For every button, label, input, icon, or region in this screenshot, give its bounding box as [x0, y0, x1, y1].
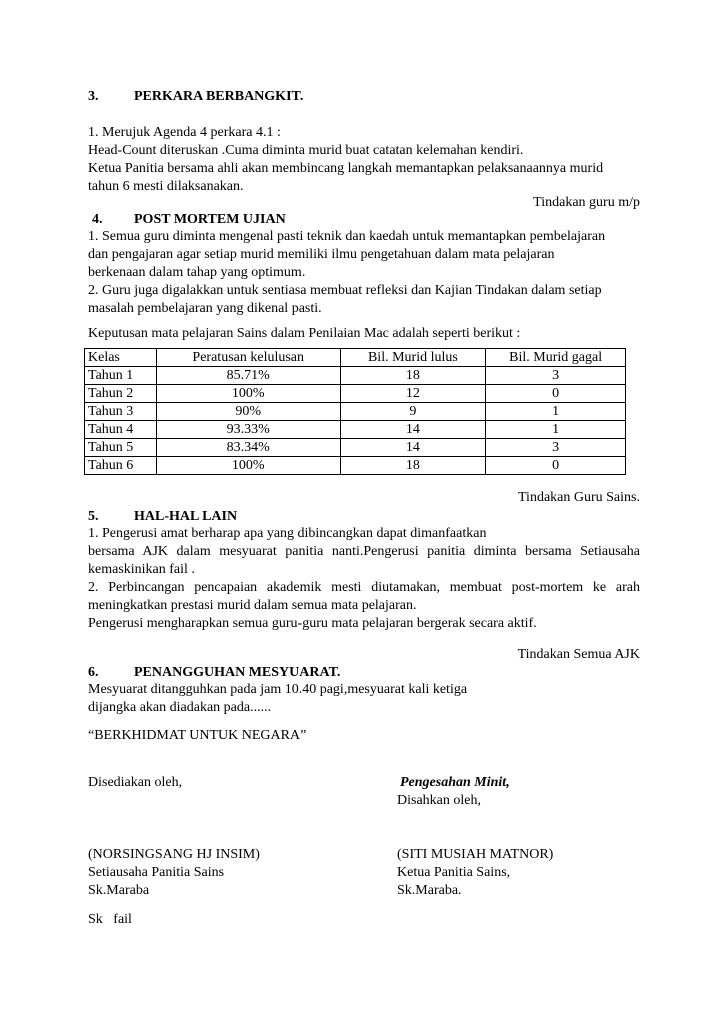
table-row	[85, 457, 626, 475]
table-cell: Tahun 4	[85, 421, 157, 439]
section-number: 6.	[88, 665, 99, 680]
sec3-line-1: 1. Merujuk Agenda 4 perkara 4.1 :	[88, 125, 281, 140]
table-intro: Keputusan mata pelajaran Sains dalam Penilaian Mac adalah seperti berikut :	[88, 326, 521, 341]
table-cell: 100%	[156, 385, 340, 403]
table-cell: 3	[486, 439, 626, 457]
sec4-line-4: 2. Guru juga digalakkan untuk sentiasa membuat refleksi dan Kajian Tindakan dalam setiap	[88, 283, 602, 298]
secretary-name: (NORSINGSANG HJ INSIM)	[88, 847, 260, 862]
sec6-line-2: dijangka akan diadakan pada......	[88, 700, 272, 715]
section-number: 3.	[88, 89, 99, 104]
sec4-line-5: masalah pembelajaran yang dikenal pasti.	[88, 301, 322, 316]
sec4-line-2: dan pengajaran agar setiap murid memiliki ilmu pengetahuan dalam mata pelajaran	[88, 247, 555, 262]
table-cell: Tahun 6	[85, 457, 157, 475]
sec5-line-4: 2. Perbincangan pencapaian akademik mesti diutamakan, membuat post-mortem ke arah	[88, 580, 640, 595]
minutes-approval-label: Pengesahan Minit,	[400, 775, 510, 790]
table-cell: 1	[486, 421, 626, 439]
header-cell: Kelas	[85, 349, 157, 367]
section-title: HAL-HAL LAIN	[134, 509, 238, 524]
table-cell: 93.33%	[156, 421, 340, 439]
sec5-line-1: 1. Pengerusi amat berharap apa yang dibincangkan dapat dimanfaatkan	[88, 526, 487, 541]
section-3-heading	[88, 88, 303, 106]
section-title: POST MORTEM UJIAN	[134, 212, 286, 227]
prepared-by-label: Disediakan oleh,	[88, 775, 183, 790]
table-header-row	[85, 349, 626, 367]
table-row	[85, 367, 626, 385]
approved-by-label: Disahkan oleh,	[397, 793, 481, 808]
footer-note: Sk fail	[88, 912, 132, 927]
header-cell: Peratusan kelulusan	[156, 349, 340, 367]
table-cell: 90%	[156, 403, 340, 421]
table-cell: Tahun 3	[85, 403, 157, 421]
sec5-line-5: meningkatkan prestasi murid dalam semua mata pelajaran.	[88, 598, 417, 613]
table-cell: 0	[486, 385, 626, 403]
table-row	[85, 439, 626, 457]
sec5-line-2: bersama AJK dalam mesyuarat panitia nanti.Pengerusi panitia diminta bersama Setiausaha	[88, 544, 640, 559]
head-title: Ketua Panitia Sains,	[397, 865, 511, 880]
sec6-line-1: Mesyuarat ditangguhkan pada jam 10.40 pagi,mesyuarat kali ketiga	[88, 682, 468, 697]
sec3-line-3: Ketua Panitia bersama ahli akan membincang langkah memantapkan pelaksanaannya murid	[88, 161, 604, 176]
table-cell: 18	[340, 457, 486, 475]
section-number: 5.	[88, 509, 99, 524]
sec4-line-3: berkenaan dalam tahap yang optimum.	[88, 265, 306, 280]
sec5-line-6: Pengerusi mengharapkan semua guru-guru mata pelajaran bergerak secara aktif.	[88, 616, 537, 631]
sec3-line-2: Head-Count diteruskan .Cuma diminta murid buat catatan kelemahan kendiri.	[88, 143, 524, 158]
section-4-heading	[92, 211, 286, 229]
section-number: 4.	[92, 212, 103, 227]
head-name: (SITI MUSIAH MATNOR)	[397, 847, 554, 862]
section-5-heading	[88, 508, 237, 526]
section-title: PERKARA BERBANGKIT.	[134, 89, 304, 104]
motto: “BERKHIDMAT UNTUK NEGARA”	[88, 728, 307, 743]
table-cell: 1	[486, 403, 626, 421]
secretary-title: Setiausaha Panitia Sains	[88, 865, 225, 880]
table-cell: 100%	[156, 457, 340, 475]
secretary-school: Sk.Maraba	[88, 883, 150, 898]
table-cell: 12	[340, 385, 486, 403]
section-title: PENANGGUHAN MESYUARAT.	[134, 665, 341, 680]
sec4-line-1: 1. Semua guru diminta mengenal pasti teknik dan kaedah untuk memantapkan pembelajaran	[88, 229, 606, 244]
table-cell: Tahun 5	[85, 439, 157, 457]
table-cell: 3	[486, 367, 626, 385]
header-cell: Bil. Murid gagal	[486, 349, 626, 367]
sec3-action: Tindakan guru m/p	[533, 195, 640, 210]
header-cell: Bil. Murid lulus	[340, 349, 486, 367]
head-school: Sk.Maraba.	[397, 883, 462, 898]
table-row	[85, 421, 626, 439]
table-cell: 0	[486, 457, 626, 475]
table-cell: Tahun 1	[85, 367, 157, 385]
table-cell: 9	[340, 403, 486, 421]
table-cell: 18	[340, 367, 486, 385]
table-cell: 85.71%	[156, 367, 340, 385]
table-cell: Tahun 2	[85, 385, 157, 403]
table-row	[85, 403, 626, 421]
table-cell: 83.34%	[156, 439, 340, 457]
sec5-line-3: kemaskinikan fail .	[88, 562, 195, 577]
sec4-action: Tindakan Guru Sains.	[518, 490, 640, 505]
sec3-line-4: tahun 6 mesti dilaksanakan.	[88, 179, 244, 194]
table-row	[85, 385, 626, 403]
table-cell: 14	[340, 439, 486, 457]
table-cell: 14	[340, 421, 486, 439]
section-6-heading	[88, 664, 340, 682]
results-table	[84, 348, 626, 475]
sec5-action: Tindakan Semua AJK	[517, 647, 640, 662]
